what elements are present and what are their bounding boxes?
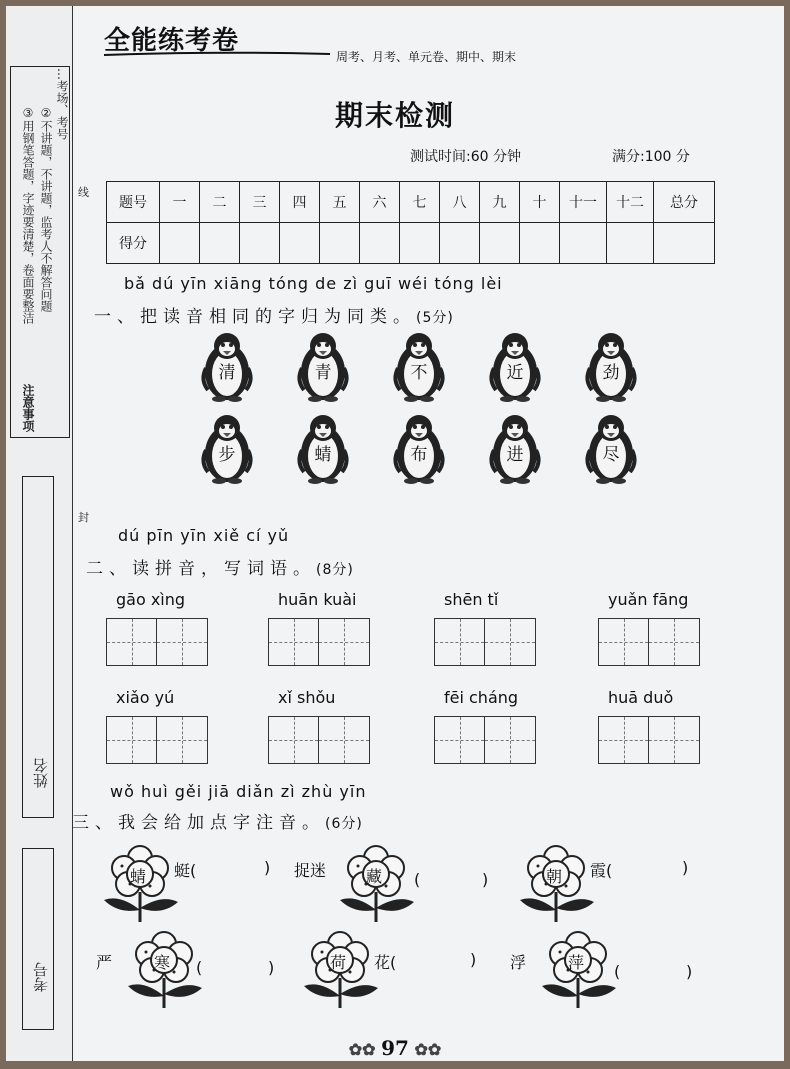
table-row [107, 223, 715, 264]
score-cell[interactable] [200, 223, 240, 264]
score-cell[interactable] [240, 223, 280, 264]
notice-line-3: ③用钢笔答题，字迹要清楚，卷面要整洁 [21, 106, 35, 324]
penguin-card [200, 414, 254, 484]
flower-char: 藏 [366, 867, 383, 886]
full-score: 满分:100 分 [612, 149, 690, 165]
penguin-card [584, 332, 638, 402]
penguin-char: 步 [218, 445, 236, 465]
word-pinyin: huān kuài [278, 590, 357, 609]
score-cell[interactable] [400, 223, 440, 264]
penguin-card [488, 414, 542, 484]
brand-underline [102, 50, 332, 58]
table-row-label: 得分 [107, 223, 160, 264]
flower-char: 蜻 [130, 867, 147, 886]
flower-icon [100, 844, 180, 924]
word-prefix: 严 [96, 953, 113, 972]
notice-line-2: ②不讲题，不讲题，监考人不解答问题 [39, 106, 53, 312]
penguin-card [296, 332, 350, 402]
binding-strip [6, 6, 73, 1061]
score-table [106, 181, 715, 264]
page-number [6, 1036, 784, 1060]
writing-cell[interactable] [649, 619, 699, 665]
score-cell[interactable] [440, 223, 480, 264]
score-cell[interactable] [560, 223, 607, 264]
word-suffix: 花( [374, 953, 397, 972]
writing-cell[interactable] [485, 619, 535, 665]
word-pinyin: fēi cháng [444, 688, 519, 707]
writing-grid[interactable] [598, 716, 700, 764]
section2-title: 二、读拼音，写词语。 [86, 559, 316, 579]
penguin-card [200, 332, 254, 402]
writing-cell[interactable] [157, 619, 207, 665]
exam-page [6, 6, 784, 1061]
exam-no-label: 考号 [32, 962, 50, 992]
penguin-char: 近 [506, 363, 524, 383]
word-prefix: 捉迷 [294, 861, 327, 880]
writing-grid[interactable] [106, 716, 208, 764]
page-number-text: 97 [381, 1036, 409, 1060]
seal-mark: 封 [78, 511, 89, 524]
writing-cell[interactable] [107, 619, 157, 665]
word-pinyin: xǐ shǒu [278, 688, 336, 707]
score-cell[interactable] [160, 223, 200, 264]
section2-points: (8分) [316, 562, 354, 578]
word-suffix: 蜓( [174, 861, 197, 880]
table-header-cell: 十 [520, 182, 560, 223]
score-cell[interactable] [360, 223, 400, 264]
table-row [107, 182, 715, 223]
answer-blank-close[interactable]: ) [682, 858, 689, 877]
flower-icon [124, 930, 204, 1010]
penguin-char: 不 [410, 363, 428, 383]
brand-logo: 全能练考卷 [104, 26, 240, 56]
word-pinyin: shēn tǐ [444, 590, 499, 609]
table-header-cell: 总分 [654, 182, 715, 223]
score-cell[interactable] [320, 223, 360, 264]
word-pinyin: xiǎo yú [116, 688, 175, 707]
flower-icon [516, 844, 596, 924]
writing-cell[interactable] [107, 717, 157, 763]
answer-blank-close[interactable]: ) [470, 950, 477, 969]
penguin-char: 布 [410, 445, 428, 465]
flower-icon [336, 844, 416, 924]
word-suffix: ( [196, 958, 203, 977]
penguin-card [296, 414, 350, 484]
section1-heading [94, 302, 454, 327]
table-header-cell: 八 [440, 182, 480, 223]
table-header-cell: 十二 [607, 182, 654, 223]
word-pinyin: yuǎn fāng [608, 590, 689, 609]
writing-grid[interactable] [268, 618, 370, 666]
score-cell[interactable] [654, 223, 715, 264]
table-header-cell: 三 [240, 182, 280, 223]
word-suffix: ( [614, 962, 621, 981]
penguin-char: 蜻 [314, 445, 332, 465]
table-header-cell: 九 [480, 182, 520, 223]
table-header-cell: 六 [360, 182, 400, 223]
writing-grid[interactable] [598, 618, 700, 666]
section3-title: 三、我会给加点字注音。 [72, 813, 325, 833]
penguin-char: 尽 [602, 445, 620, 465]
writing-cell[interactable] [649, 717, 699, 763]
word-prefix: 浮 [510, 953, 527, 972]
section3-points: (6分) [325, 816, 363, 832]
word-pinyin: gāo xìng [116, 590, 186, 609]
writing-cell[interactable] [485, 717, 535, 763]
answer-blank-close[interactable]: ) [686, 962, 693, 981]
footer-ornament-right: ✿✿ [408, 1040, 442, 1059]
table-header-cell: 七 [400, 182, 440, 223]
writing-cell[interactable] [599, 619, 649, 665]
score-cell[interactable] [480, 223, 520, 264]
writing-cell[interactable] [269, 717, 319, 763]
word-suffix: 霞( [590, 861, 613, 880]
section1-pinyin: bǎ dú yīn xiāng tóng de zì guī wéi tóng lèi [124, 274, 503, 293]
section3-pinyin: wǒ huì gěi jiā diǎn zì zhù yīn [110, 782, 367, 801]
penguin-card [392, 332, 446, 402]
writing-cell[interactable] [599, 717, 649, 763]
writing-cell[interactable] [319, 619, 369, 665]
side-top-fragment: …考场、考号 [55, 68, 69, 140]
table-header-cell: 题号 [107, 182, 160, 223]
answer-blank-close[interactable]: ) [482, 870, 489, 889]
flower-icon [300, 930, 380, 1010]
line-mark: 线 [78, 186, 89, 199]
name-label: 姓名 [32, 758, 50, 788]
writing-grid[interactable] [434, 618, 536, 666]
penguin-card [488, 332, 542, 402]
score-cell[interactable] [607, 223, 654, 264]
flower-icon [538, 930, 621, 1010]
table-header-cell: 五 [320, 182, 360, 223]
brand-subtitle: 周考、月考、单元卷、期中、期末 [336, 50, 517, 64]
penguin-char: 劲 [602, 363, 620, 383]
notice-title: 注意事项 [21, 384, 35, 432]
score-cell[interactable] [520, 223, 560, 264]
flower-char: 荷 [330, 953, 347, 972]
table-header-cell: 一 [160, 182, 200, 223]
penguin-char: 进 [506, 445, 524, 465]
penguin-char: 青 [314, 363, 332, 383]
writing-cell[interactable] [435, 619, 485, 665]
table-header-cell: 二 [200, 182, 240, 223]
penguin-char: 清 [218, 363, 236, 383]
section1-points: (5分) [416, 310, 454, 326]
writing-cell[interactable] [269, 619, 319, 665]
footer-ornament-left: ✿✿ [348, 1040, 382, 1059]
answer-blank-close[interactable]: ) [268, 958, 275, 977]
writing-grid[interactable] [106, 618, 208, 666]
section2-heading [86, 554, 354, 579]
flower-char: 朝 [546, 867, 563, 886]
section1-title: 一、把读音相同的字归为同类。 [94, 307, 416, 327]
exam-time: 测试时间:60 分钟 [410, 149, 521, 165]
writing-grid[interactable] [434, 716, 536, 764]
score-cell[interactable] [280, 223, 320, 264]
word-suffix: ( [414, 870, 421, 889]
flower-char: 寒 [154, 953, 171, 972]
writing-cell[interactable] [435, 717, 485, 763]
flower-char: 萍 [568, 953, 585, 972]
writing-cell[interactable] [319, 717, 369, 763]
section2-pinyin: dú pīn yīn xiě cí yǔ [118, 526, 290, 545]
table-header-cell: 十一 [560, 182, 607, 223]
answer-blank-close[interactable]: ) [264, 858, 271, 877]
section3-heading [72, 808, 363, 833]
penguin-card [584, 414, 638, 484]
table-header-cell: 四 [280, 182, 320, 223]
writing-grid[interactable] [268, 716, 370, 764]
writing-cell[interactable] [157, 717, 207, 763]
penguin-card [392, 414, 446, 484]
exam-no-box [22, 848, 54, 1030]
word-pinyin: huā duǒ [608, 688, 674, 707]
page-title: 期末检测 [334, 99, 455, 132]
